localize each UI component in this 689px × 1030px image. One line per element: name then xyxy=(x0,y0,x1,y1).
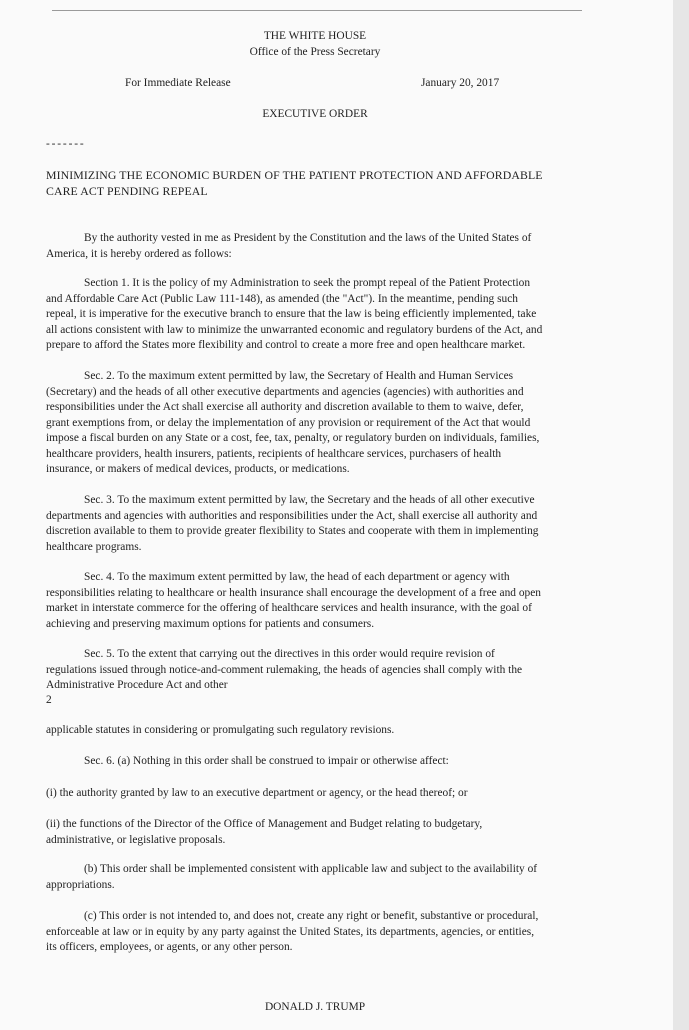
intro-paragraph xyxy=(46,231,606,262)
order-title: MINIMIZING THE ECONOMIC BURDEN OF THE PATIENT PROTECTION AND AFFORDABLE CARE ACT PENDING REPEAL xyxy=(46,168,543,198)
page-gutter xyxy=(673,0,689,1030)
section-3-text: Sec. 3. To the maximum extent permitted by law, the Secretary and the heads of all other executive departments and agencies with authorities and responsibilities under the Act, shall exercise all authority and discretion available to them to provide greater flexibility to States and cooperate with them in implementing healthcare programs. xyxy=(46,494,539,553)
release-label: For Immediate Release xyxy=(125,77,231,89)
section-5-continued: applicable statutes in considering or promulgating such regulatory revisions. xyxy=(46,724,395,736)
top-rule xyxy=(52,10,582,11)
signature: DONALD J. TRUMP xyxy=(264,1001,366,1013)
section-6a-ii: (ii) the functions of the Director of the Office of Management and Budget relating to budgetary, administrative, or legislative proposals. xyxy=(46,818,483,846)
org-heading: THE WHITE HOUSE xyxy=(263,30,367,42)
release-date: January 20, 2017 xyxy=(421,77,500,89)
section-2 xyxy=(46,369,606,478)
section-5 xyxy=(46,647,606,694)
section-6a-text: Sec. 6. (a) Nothing in this order shall be construed to impair or otherwise affect: xyxy=(84,755,449,767)
section-1 xyxy=(46,276,606,354)
section-2-text: Sec. 2. To the maximum extent permitted by law, the Secretary of Health and Human Services (Secretary) and the heads of all other executive departments and agencies (agencies) with authorities and responsibilities under the Act shall exercise all authority and discretion available to them to waive, defer, grant exemptions from, or delay the implementation of any provision or requirement of the Act that would impose a fiscal burden on any State or a cost, fee, tax, penalty, or regulatory burden on individuals, families, healthcare providers, health insurers, patients, recipients of healthcare services, purchasers of health insurance, or makers of medical devices, products, or medications. xyxy=(46,370,540,475)
section-6a-i: (i) the authority granted by law to an executive department or agency, or the head thereof; or xyxy=(46,787,468,799)
section-5-text: Sec. 5. To the extent that carrying out the directives in this order would require revision of regulations issued through notice-and-comment rulemaking, the heads of agencies shall comply with the Administrative Procedure Act and other xyxy=(46,648,523,691)
section-3 xyxy=(46,493,606,555)
office-heading: Office of the Press Secretary xyxy=(249,46,381,58)
intro-text: By the authority vested in me as President by the Constitution and the laws of the United States of America, it is hereby ordered as follows: xyxy=(46,232,532,260)
separator-dashes: - - - - - - - xyxy=(46,138,84,150)
section-4 xyxy=(46,570,606,632)
section-1-text: Section 1. It is the policy of my Administration to seek the prompt repeal of the Patient Protection and Affordable Care Act (Public Law 111-148), as amended (the "Act"). In the meantime, pending such repeal, it is imperative for the executive branch to ensure that the law is being efficiently implemented, take all actions consistent with law to minimize the unwarranted economic and regulatory burdens of the Act, and prepare to afford the States more flexibility and control to create a more free and open healthcare market. xyxy=(46,277,543,351)
section-6b xyxy=(46,862,606,893)
section-4-text: Sec. 4. To the maximum extent permitted by law, the head of each department or agency with responsibilities relating to healthcare or health insurance shall encourage the development of a free and open market in interstate commerce for the offering of healthcare services and health insurance, with the goal of achieving and preserving maximum options for patients and consumers. xyxy=(46,571,541,630)
doc-type-heading: EXECUTIVE ORDER xyxy=(262,108,368,120)
section-6c-text: (c) This order is not intended to, and does not, create any right or benefit, substantive or procedural, enforceable at law or in equity by any party against the United States, its departments, agencies, or entities, its officers, employees, or agents, or any other person. xyxy=(46,910,539,953)
page-number: 2 xyxy=(46,694,52,706)
section-6a xyxy=(46,754,606,770)
section-6b-text: (b) This order shall be implemented consistent with applicable law and subject to the availability of appropriations. xyxy=(46,863,538,891)
section-6c xyxy=(46,909,606,956)
